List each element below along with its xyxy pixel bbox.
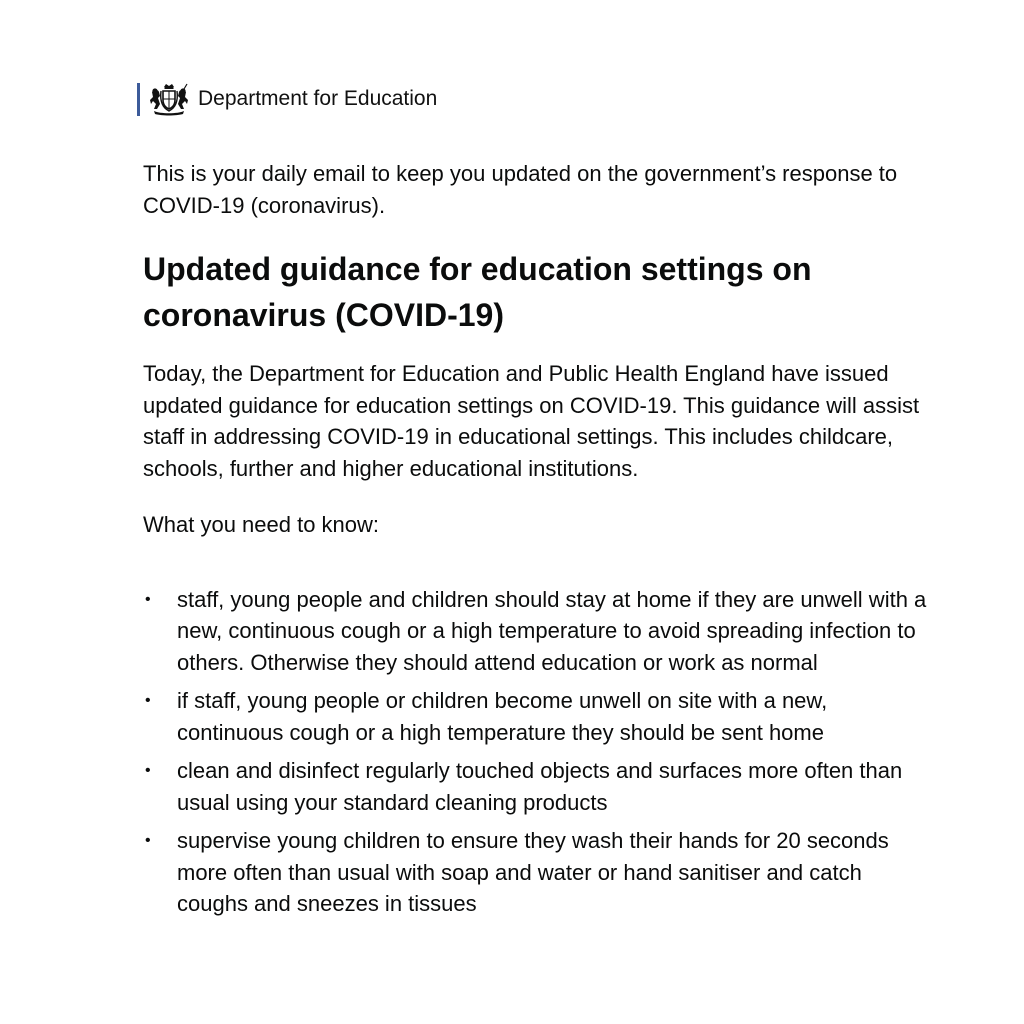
bullet-icon: • <box>145 832 151 849</box>
list-item <box>143 755 933 818</box>
list-item <box>143 685 933 748</box>
list-item <box>143 584 933 679</box>
royal-coat-of-arms-icon <box>148 82 190 116</box>
list-item-text: supervise young children to ensure they wash their hands for 20 seconds more often than usual with soap and water or hand sanitiser and catch coughs and sneezes in tissues <box>177 828 889 916</box>
guidance-paragraph: Today, the Department for Education and Public Health England have issued updated guidance for education settings on COVID-19. This guidance will assist staff in addressing COVID-19 in educational settings. This includes childcare, schools, further and higher educational institutions. <box>143 361 920 481</box>
bullet-icon: • <box>145 590 151 608</box>
header-accent-bar <box>137 83 140 116</box>
list-item-text: staff, young people and children should stay at home if they are unwell with a new, continuous cough or a high temperature to avoid spreading infection to others. Otherwise they should attend education or work as normal <box>177 586 927 675</box>
list-item-text: clean and disinfect regularly touched objects and surfaces more often than usual using your standard cleaning products <box>177 758 903 815</box>
list-item <box>143 825 933 920</box>
list-item-text: if staff, young people or children become unwell on site with a new, continuous cough or a high temperature they should be sent home <box>177 688 828 745</box>
email-headline: Updated guidance for education settings on coronavirus (COVID-19) <box>143 251 812 333</box>
guidance-bullet-list <box>143 584 933 920</box>
bullet-icon: • <box>145 692 151 709</box>
org-name: Department for Education <box>198 87 438 110</box>
need-to-know-text: What you need to know: <box>143 512 380 537</box>
email-header <box>137 82 437 116</box>
intro-text: This is your daily email to keep you updated on the government’s response to COVID-19 (coronavirus). <box>143 161 898 218</box>
bullet-icon: • <box>145 762 151 779</box>
email-body <box>143 158 933 927</box>
